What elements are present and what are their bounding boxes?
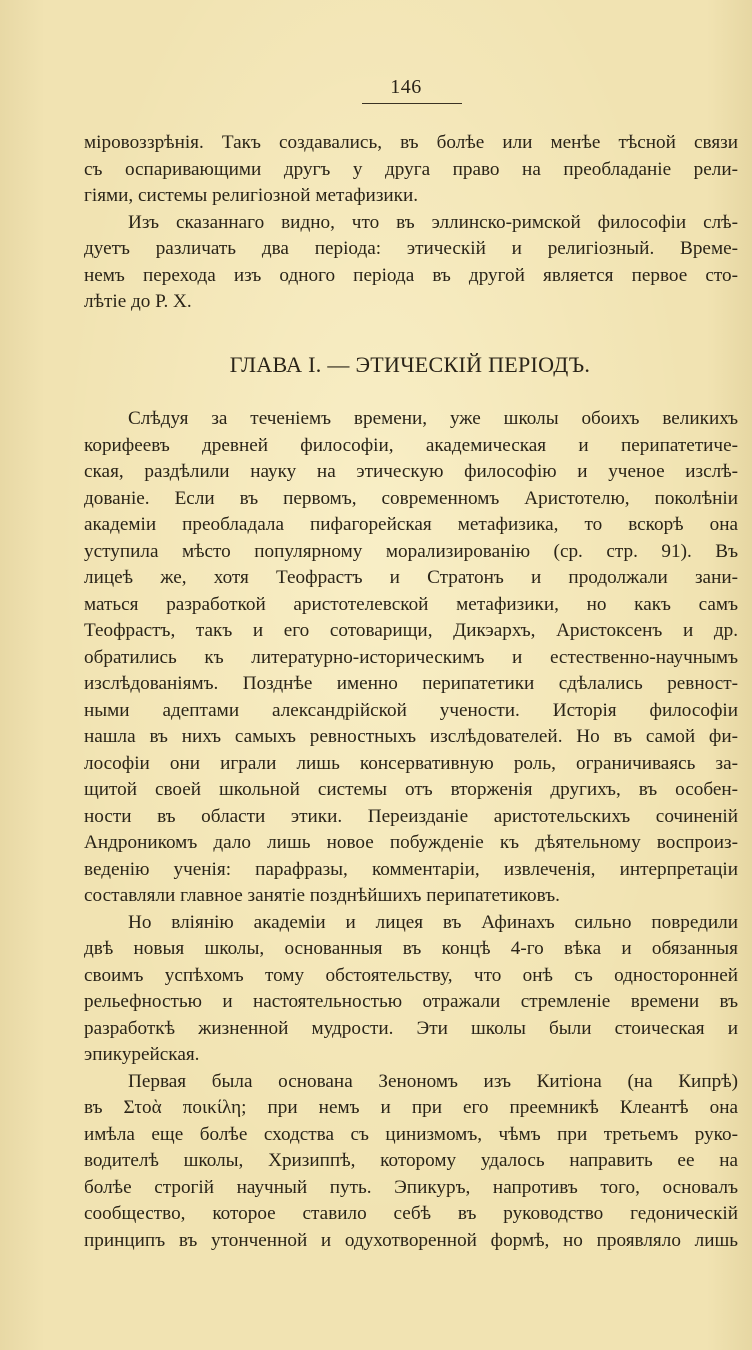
text-line: Первая была основана Зенономъ изъ Китіона (на Кипрѣ) <box>128 1070 738 1092</box>
text-line: міровоззрѣнія. Такъ создавались, въ болѣе или менѣе тѣсной связи <box>84 132 738 153</box>
text-line: дованіе. Если въ первомъ, современномъ Аристотелю, поколѣніи <box>84 487 738 509</box>
text-line: своимъ успѣхомъ тому обстоятельству, что онѣ съ односторонней <box>84 964 738 986</box>
text-line: болѣе строгій научный путь. Эпикуръ, напротивъ того, основалъ <box>84 1176 738 1198</box>
text-line: составляли главное занятіе позднѣйшихъ перипатетиковъ. <box>84 885 560 906</box>
text-line: немъ перехода изъ одного періода въ другой является первое сто- <box>84 264 738 286</box>
text-line: водителѣ школы, Хризиппѣ, которому удалось направить ее на <box>84 1150 738 1171</box>
text-line: въ Στοὰ ποικίλη; при немъ и при его преемникѣ Клеантѣ она <box>84 1097 738 1118</box>
text-line: изслѣдованіямъ. Позднѣе именно перипатетики сдѣлались ревност- <box>84 673 738 694</box>
text-line: щитой своей школьной системы отъ вторженія другихъ, въ особен- <box>84 779 738 800</box>
text-line: нашла въ нихъ самыхъ ревностныхъ изслѣдователей. Но въ самой фи- <box>84 726 738 747</box>
text-line: эпикурейская. <box>84 1044 200 1065</box>
text-line: разработкѣ жизненной мудрости. Эти школы были стоическая и <box>84 1017 738 1039</box>
text-line: уступила мѣсто популярному морализированію (ср. стр. 91). Въ <box>84 540 738 562</box>
text-line: академіи преобладала пифагорейская метафизика, то вскорѣ она <box>84 514 738 535</box>
text-line: имѣла еще болѣе сходства съ цинизмомъ, чѣмъ при третьемъ руко- <box>84 1123 738 1145</box>
text-line: ными адептами александрійской учености. Исторія философіи <box>84 699 738 721</box>
page-number-rule <box>362 103 462 104</box>
text-line: Изъ сказаннаго видно, что въ эллинско-римской философіи слѣ- <box>128 211 738 233</box>
text-line: гіями, системы религіозной метафизики. <box>84 185 419 206</box>
text-line: Слѣдуя за теченіемъ времени, уже школы обоихъ великихъ <box>128 408 738 429</box>
text-line: Теофрастъ, такъ и его сотоварищи, Дикэархъ, Аристоксенъ и др. <box>84 620 738 641</box>
text-line: корифеевъ древней философіи, академическая и перипатетиче- <box>84 434 738 456</box>
text-line: рельефностью и настоятельностью отражали стремленіе времени въ <box>84 991 738 1012</box>
text-line: маться разработкой аристотелевской метафизики, но какъ самъ <box>84 593 738 615</box>
text-line: съ оспаривающими другъ у друга право на преобладаніе рели- <box>84 158 738 180</box>
text-line: веденію ученія: парафразы, комментаріи, извлеченія, интерпретаціи <box>84 858 738 880</box>
text-line: обратились къ литературно-историческимъ и естественно-научнымъ <box>84 646 738 668</box>
text-line: сообщество, которое ставило себѣ въ руководство гедоническій <box>84 1203 738 1224</box>
text-line: лицеѣ же, хотя Теофрастъ и Стратонъ и продолжали зани- <box>84 567 738 588</box>
text-line: Андроникомъ дало лишь новое побужденіе къ дѣятельному воспроиз- <box>84 832 738 853</box>
chapter-title: ГЛАВА I. — ЭТИЧЕСКІЙ ПЕРІОДЪ. <box>229 352 591 377</box>
text-line: принципъ въ утонченной и одухотворенной формѣ, но проявляло лишь <box>84 1229 738 1251</box>
page-number: 146 <box>390 76 422 98</box>
text-line: дуетъ различать два періода: этическій и религіозный. Време- <box>84 238 738 259</box>
text-line: лѣтіе до Р. Х. <box>84 291 192 312</box>
chapter-text-block <box>84 406 738 1254</box>
text-line: ская, раздѣлили науку на этическую философію и ученое изслѣ- <box>84 461 738 482</box>
text-line: ности въ области этики. Переизданіе аристотельскихъ сочиненій <box>84 805 738 827</box>
text-line: Но вліянію академіи и лицея въ Афинахъ сильно повредили <box>128 911 738 933</box>
text-line: лософіи они играли лишь консервативную роль, ограничиваясь за- <box>84 752 738 774</box>
intro-text-block <box>84 130 738 316</box>
text-line: двѣ новыя школы, основанныя въ концѣ 4-го вѣка и обязанныя <box>84 938 738 959</box>
